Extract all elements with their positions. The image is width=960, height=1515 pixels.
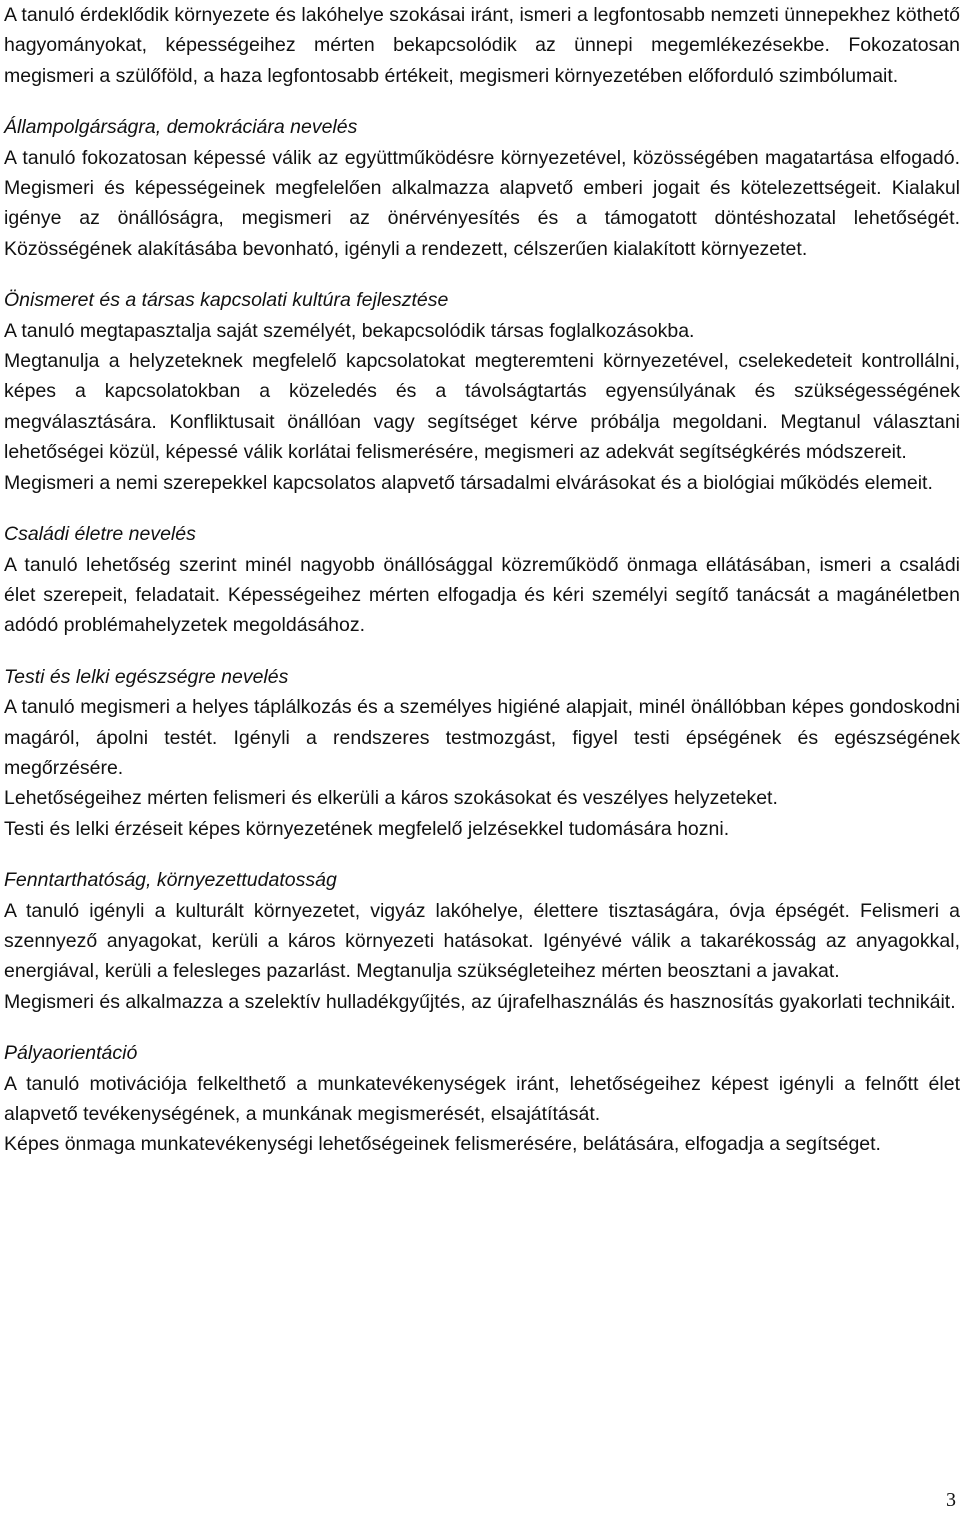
section-paragraph: A tanuló megismeri a helyes táplálkozás és a személyes higiéné alapjait, minél önállóbban képes gondoskodni magáról, ápolni testét. Igényli a rendszeres testmozgást, figyel testi épségének és egészségének megőrzésére. bbox=[4, 696, 960, 779]
section-health bbox=[4, 662, 960, 844]
section-paragraph: Megismeri a nemi szerepekkel kapcsolatos alapvető társadalmi elvárásokat és a biológiai működés elemeit. bbox=[4, 471, 933, 494]
section-heading: Pályaorientáció bbox=[4, 1042, 138, 1065]
section-heading: Fenntarthatóság, környezettudatosság bbox=[4, 869, 337, 892]
section-paragraph: Testi és lelki érzéseit képes környezetének megfelelő jelzésekkel tudomására hozni. bbox=[4, 817, 730, 840]
section-paragraph: Képes önmaga munkatevékenységi lehetőségeinek felismerésére, belátására, elfogadja a segítséget. bbox=[4, 1133, 881, 1156]
section-sustainability bbox=[4, 865, 960, 1017]
section-career-orientation bbox=[4, 1038, 960, 1160]
section-paragraph: Lehetőségeihez mérten felismeri és elkerüli a káros szokásokat és veszélyes helyzeteket. bbox=[4, 787, 778, 810]
section-heading: Családi életre nevelés bbox=[4, 523, 196, 546]
section-citizenship bbox=[4, 112, 960, 264]
section-paragraph: A tanuló fokozatosan képessé válik az együttműködésre környezetével, közösségében magatartása elfogadó. Megismeri és képességeinek megfelelően alkalmazza alapvető emberi jogait és kötelezettségeit. Kialakul igénye az önállóságra, megismeri az önérvényesítés és a támogatott döntéshozatal lehetőségét. Közösségének alakításába bevonható, igényli a rendezett, célszerűen kialakított környezetet. bbox=[4, 146, 960, 260]
section-paragraph: A tanuló motivációja felkelthető a munkatevékenységek iránt, lehetőségeihez képest igényli a felnőtt élet alapvető tevékenységének, a munkának megismerését, elsajátítását. bbox=[4, 1072, 960, 1125]
section-family-life bbox=[4, 519, 960, 641]
section-heading: Testi és lelki egészségre nevelés bbox=[4, 665, 289, 688]
section-heading: Állampolgárságra, demokráciára nevelés bbox=[4, 116, 358, 139]
intro-paragraph: A tanuló érdeklődik környezete és lakóhelye szokásai iránt, ismeri a legfontosabb nemzeti ünnepekhez köthető hagyományokat, képességeihez mérten bekapcsolódik az ünnepi megemlékezésekbe. Fokozatosan megismeri a szülőföld, a haza legfontosabb értékeit, megismeri környezetében előforduló szimbólumait. bbox=[4, 4, 960, 87]
section-heading: Önismeret és a társas kapcsolati kultúra fejlesztése bbox=[4, 289, 449, 312]
page-number: 3 bbox=[946, 1489, 956, 1511]
section-paragraph: A tanuló igényli a kulturált környezetet, vigyáz lakóhelye, élettere tisztaságára, óvja épségét. Felismeri a szennyező anyagokat, kerüli a káros környezeti hatásokat. Igényévé válik a takarékosság az anyagokkal, energiával, kerüli a felesleges pazarlást. Megtanulja szükségleteihez mérten beosztani a javakat. bbox=[4, 899, 960, 983]
section-paragraph: A tanuló megtapasztalja saját személyét, bekapcsolódik társas foglalkozásokba. bbox=[4, 319, 695, 342]
section-paragraph: A tanuló lehetőség szerint minél nagyobb önállósággal közreműködő önmaga ellátásában, ismeri a családi élet szerepeit, feladatait. Képességeihez mérten elfogadja és kéri személyi segítő tanácsát a magánéletben adódó problémahelyzetek megoldásához. bbox=[4, 553, 960, 637]
section-self-knowledge bbox=[4, 285, 960, 498]
section-paragraph: Megismeri és alkalmazza a szelektív hulladékgyűjtés, az újrafelhasználás és hasznosítás gyakorlati technikáit. bbox=[4, 990, 956, 1013]
section-paragraph: Megtanulja a helyzeteknek megfelelő kapcsolatokat megteremteni környezetével, cselekedeteit kontrollálni, képes a kapcsolatokban a közeledés és a távolságtartás egyensúlyának és szükségességének megválasztására. Konfliktusait önállóan vagy segítséget kérve próbálja megoldani. Megtanul választani lehetőségei közül, képessé válik korlátai felismerésére, megismeri az adekvát segítségkérés módszereit. bbox=[4, 350, 960, 464]
document-page bbox=[4, 0, 960, 1160]
